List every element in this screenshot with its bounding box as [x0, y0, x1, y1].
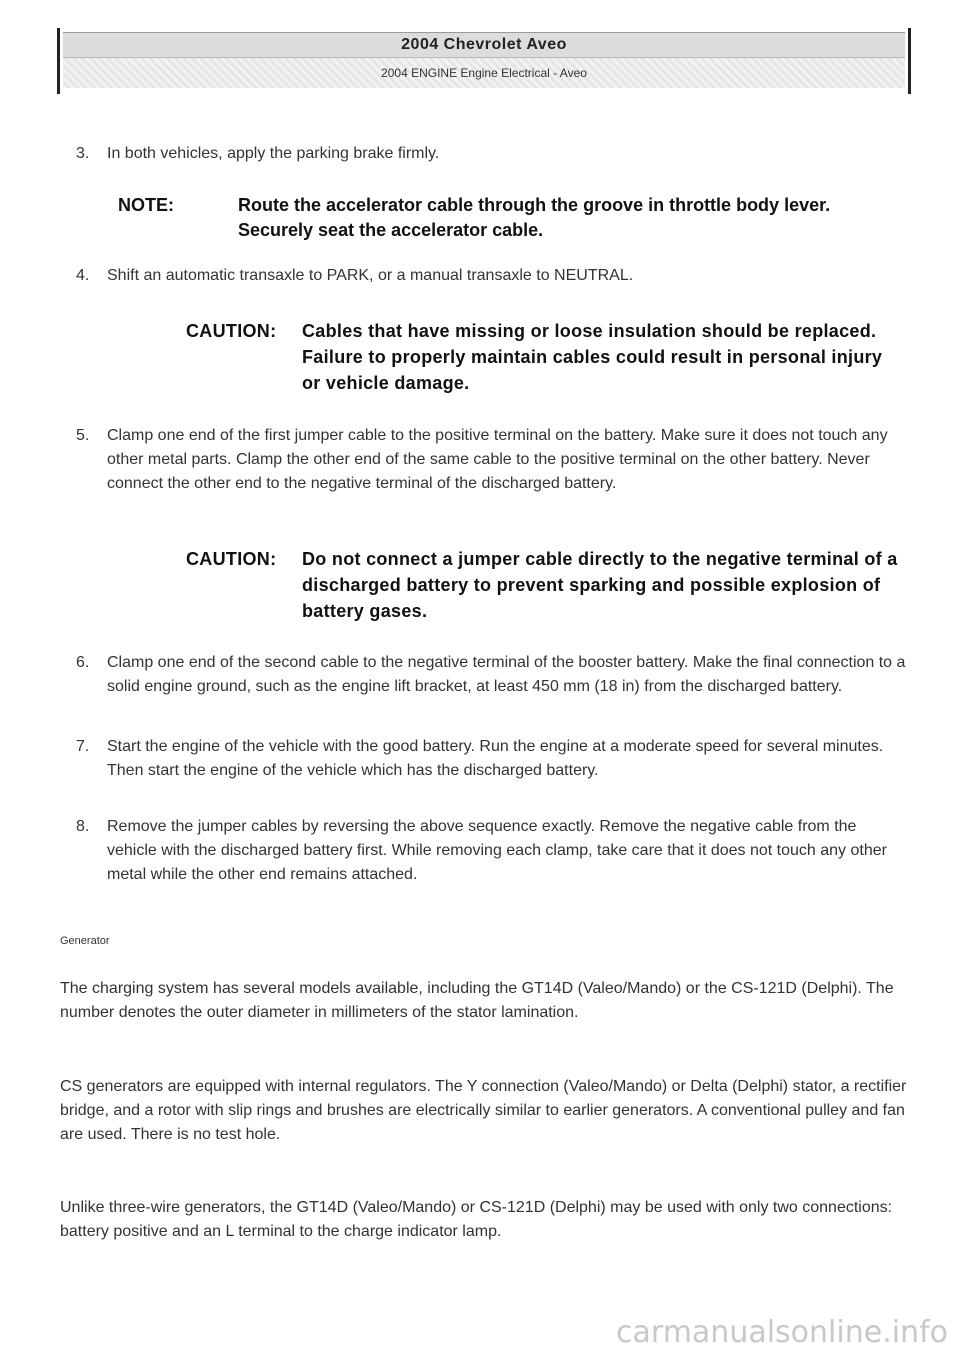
- step-number: 6.: [76, 654, 90, 671]
- step-7: [76, 735, 906, 783]
- caution-block: [186, 318, 906, 396]
- step-text: Remove the jumper cables by reversing the above sequence exactly. Remove the negative cable from the vehicle with the discharged battery first. While removing each clamp, take care that it does not touch any other metal while the other end remains attached.: [107, 818, 887, 883]
- note-block: [118, 193, 878, 243]
- step-number: 3.: [76, 145, 90, 162]
- step-5: [76, 424, 906, 496]
- paragraph: The charging system has several models available, including the GT14D (Valeo/Mando) or the CS-121D (Delphi). The number denotes the outer diameter in millimeters of the stator lamination.: [60, 980, 894, 1021]
- page-header: [57, 28, 911, 94]
- caution-text: Do not connect a jumper cable directly to the negative terminal of a discharged battery to prevent sparking and possible explosion of battery gases.: [302, 549, 898, 621]
- step-number: 8.: [76, 818, 90, 835]
- step-number: 4.: [76, 267, 90, 284]
- caution-label: CAUTION:: [186, 321, 277, 341]
- step-number: 5.: [76, 427, 90, 444]
- step-number: 7.: [76, 738, 90, 755]
- step-text: Clamp one end of the second cable to the negative terminal of the booster battery. Make the final connection to a solid engine ground, such as the engine lift bracket, at least 450 mm (18 in) from the discharged battery.: [107, 654, 906, 695]
- step-text: Clamp one end of the first jumper cable to the positive terminal on the battery. Make sure it does not touch any other metal parts. Clamp the other end of the same cable to the positive terminal on the other battery. Never connect the other end to the negative terminal of the discharged battery.: [107, 427, 888, 492]
- caution-text: Cables that have missing or loose insulation should be replaced. Failure to properly maintain cables could result in personal injury or vehicle damage.: [302, 321, 883, 393]
- step-text: Shift an automatic transaxle to PARK, or a manual transaxle to NEUTRAL.: [107, 267, 634, 284]
- note-label: NOTE:: [118, 195, 174, 215]
- step-3: [76, 142, 906, 166]
- step-4: [76, 264, 906, 288]
- paragraph: CS generators are equipped with internal regulators. The Y connection (Valeo/Mando) or Delta (Delphi) stator, a rectifier bridge, and a rotor with slip rings and brushes are electrically similar to earlier generators. A conventional pulley and fan are used. There is no test hole.: [60, 1078, 907, 1143]
- caution-label: CAUTION:: [186, 549, 277, 569]
- paragraph: Unlike three-wire generators, the GT14D (Valeo/Mando) or CS-121D (Delphi) may be used with only two connections: battery positive and an L terminal to the charge indicator lamp.: [60, 1199, 893, 1240]
- step-text: Start the engine of the vehicle with the good battery. Run the engine at a moderate speed for several minutes. Then start the engine of the vehicle which has the discharged battery.: [107, 738, 884, 779]
- step-6: [76, 651, 906, 699]
- watermark: carmanualsonline.info: [616, 1315, 948, 1350]
- document-subtitle: 2004 ENGINE Engine Electrical - Aveo: [63, 58, 905, 88]
- document-title: 2004 Chevrolet Aveo: [63, 32, 905, 58]
- section-heading: Generator: [60, 935, 110, 947]
- step-8: [76, 815, 906, 887]
- step-text: In both vehicles, apply the parking brake firmly.: [107, 145, 440, 162]
- caution-block: [186, 546, 906, 624]
- note-text: Route the accelerator cable through the groove in throttle body lever. Securely seat the accelerator cable.: [238, 195, 831, 240]
